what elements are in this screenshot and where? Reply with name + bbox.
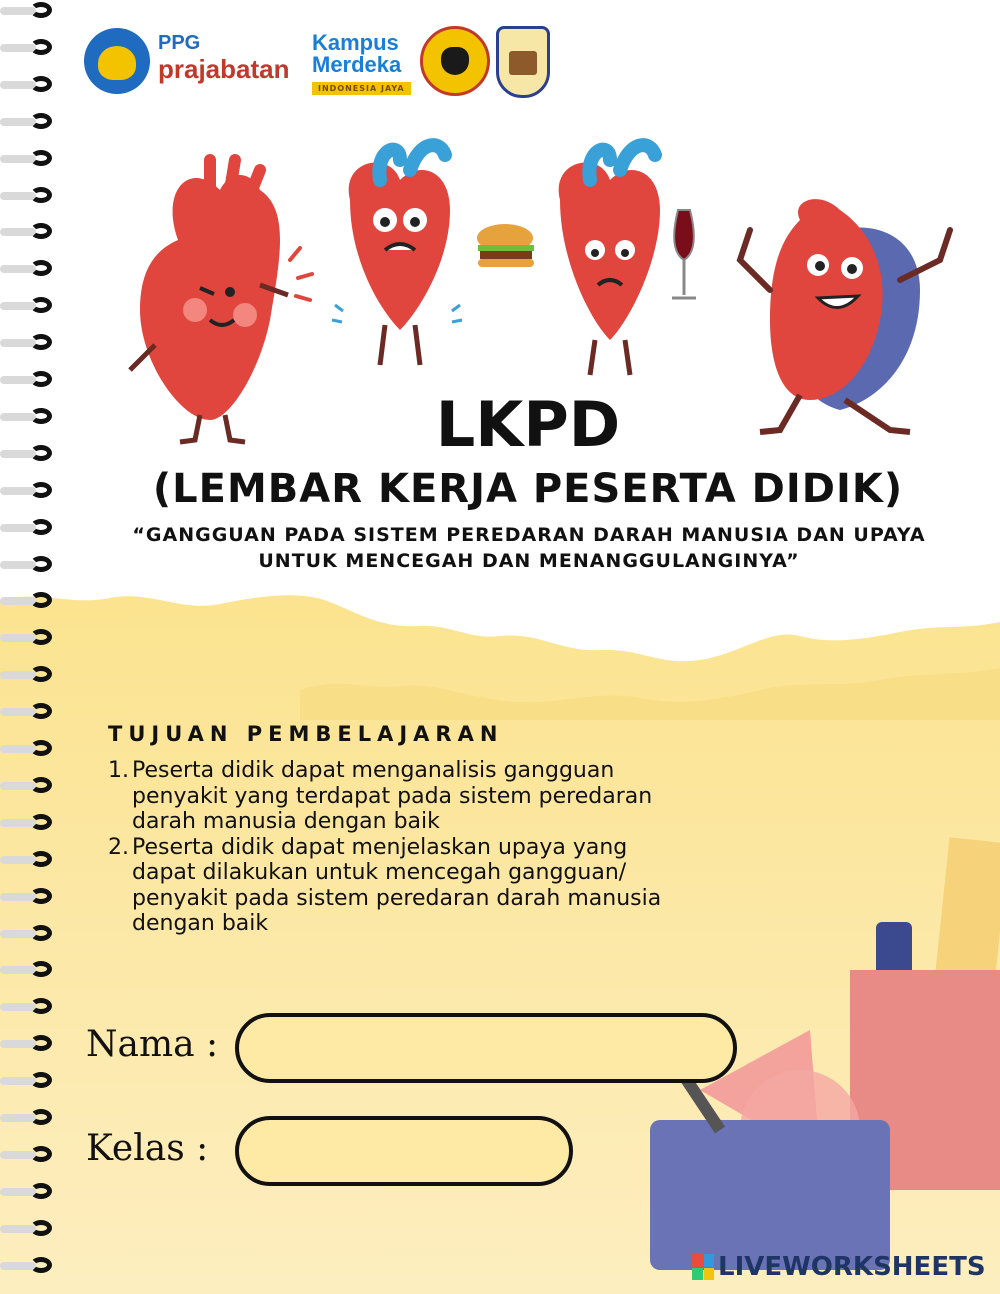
spiral-ring: [0, 998, 60, 1016]
spiral-ring: [0, 666, 60, 684]
spiral-ring: [0, 76, 60, 94]
spiral-ring: [0, 592, 60, 610]
spiral-ring: [0, 187, 60, 205]
spiral-ring: [0, 2, 60, 20]
spiral-ring: [0, 150, 60, 168]
indonesia-jaya-tag: INDONESIA JAYA: [312, 82, 411, 95]
objectives-heading: TUJUAN PEMBELAJARAN: [108, 722, 504, 746]
spiral-ring: [0, 1035, 60, 1053]
spiral-ring: [0, 740, 60, 758]
ppg-logo-text: PPG: [158, 32, 201, 54]
objective-text: Peserta didik dapat menganalisis gangguan penyakit yang terdapat pada sistem peredaran darah manusia dengan baik: [132, 758, 653, 834]
spiral-ring: [0, 556, 60, 574]
spiral-ring: [0, 629, 60, 647]
spiral-ring: [0, 961, 60, 979]
sick-heart-illustration: [332, 145, 462, 365]
page-title-full: (LEMBAR KERJA PESERTA DIDIK): [152, 466, 904, 512]
merdeka-logo-text: Merdeka: [312, 52, 402, 77]
nama-label: Nama :: [86, 1024, 219, 1065]
spiral-ring: [0, 223, 60, 241]
spiral-ring: [0, 1183, 60, 1201]
spiral-ring: [0, 371, 60, 389]
kelas-label: Kelas :: [86, 1128, 209, 1169]
spiral-ring: [0, 113, 60, 131]
prajabatan-logo-text: prajabatan: [158, 54, 290, 84]
kampus-logo-text: Kampus: [312, 30, 399, 55]
tut-wuri-handayani-emblem: [84, 28, 150, 94]
liveworksheets-brand[interactable]: [692, 1252, 986, 1282]
spiral-ring: [0, 1109, 60, 1127]
page-title: LKPD: [435, 388, 621, 461]
university-seal-logo: [420, 26, 490, 96]
objective-text: Peserta didik dapat menjelaskan upaya yang dapat dilakukan untuk mencegah gangguan/ penyakit pada sistem peredaran darah manusia dengan baik: [132, 834, 662, 936]
spiral-ring: [0, 1146, 60, 1164]
spiral-ring: [0, 1072, 60, 1090]
spiral-ring: [0, 888, 60, 906]
sad-heart-illustration: [559, 145, 696, 375]
liveworksheets-icon: [692, 1254, 714, 1280]
spiral-ring: [0, 334, 60, 352]
worksheet-subtitle: “GANGGUAN PADA SISTEM PEREDARAN DARAH MANUSIA DAN UPAYA UNTUK MENCEGAH DAN MENANGGULANGINYA”: [132, 524, 926, 572]
spiral-ring: [0, 297, 60, 315]
spiral-ring: [0, 925, 60, 943]
spiral-ring: [0, 703, 60, 721]
spiral-ring: [0, 1220, 60, 1238]
objectives-list: [108, 758, 668, 937]
burger-illustration: [477, 224, 534, 267]
spiral-ring: [0, 814, 60, 832]
objective-item: [108, 835, 668, 937]
objective-item: [108, 758, 668, 835]
spiral-ring: [0, 851, 60, 869]
objective-number: 1.: [108, 758, 129, 783]
spiral-ring: [0, 519, 60, 537]
spiral-binding: [0, 0, 70, 1294]
nama-input[interactable]: [235, 1013, 737, 1083]
liveworksheets-text: LIVEWORKSHEETS: [718, 1252, 986, 1282]
spiral-ring: [0, 260, 60, 278]
school-emblem-logo: [496, 26, 550, 98]
kelas-input[interactable]: [235, 1116, 573, 1186]
kampus-merdeka-logo: [312, 32, 412, 96]
spiral-ring: [0, 1257, 60, 1275]
objective-number: 2.: [108, 834, 129, 860]
spiral-ring: [0, 39, 60, 57]
spiral-ring: [0, 777, 60, 795]
ppg-prajabatan-logo: [84, 28, 304, 98]
